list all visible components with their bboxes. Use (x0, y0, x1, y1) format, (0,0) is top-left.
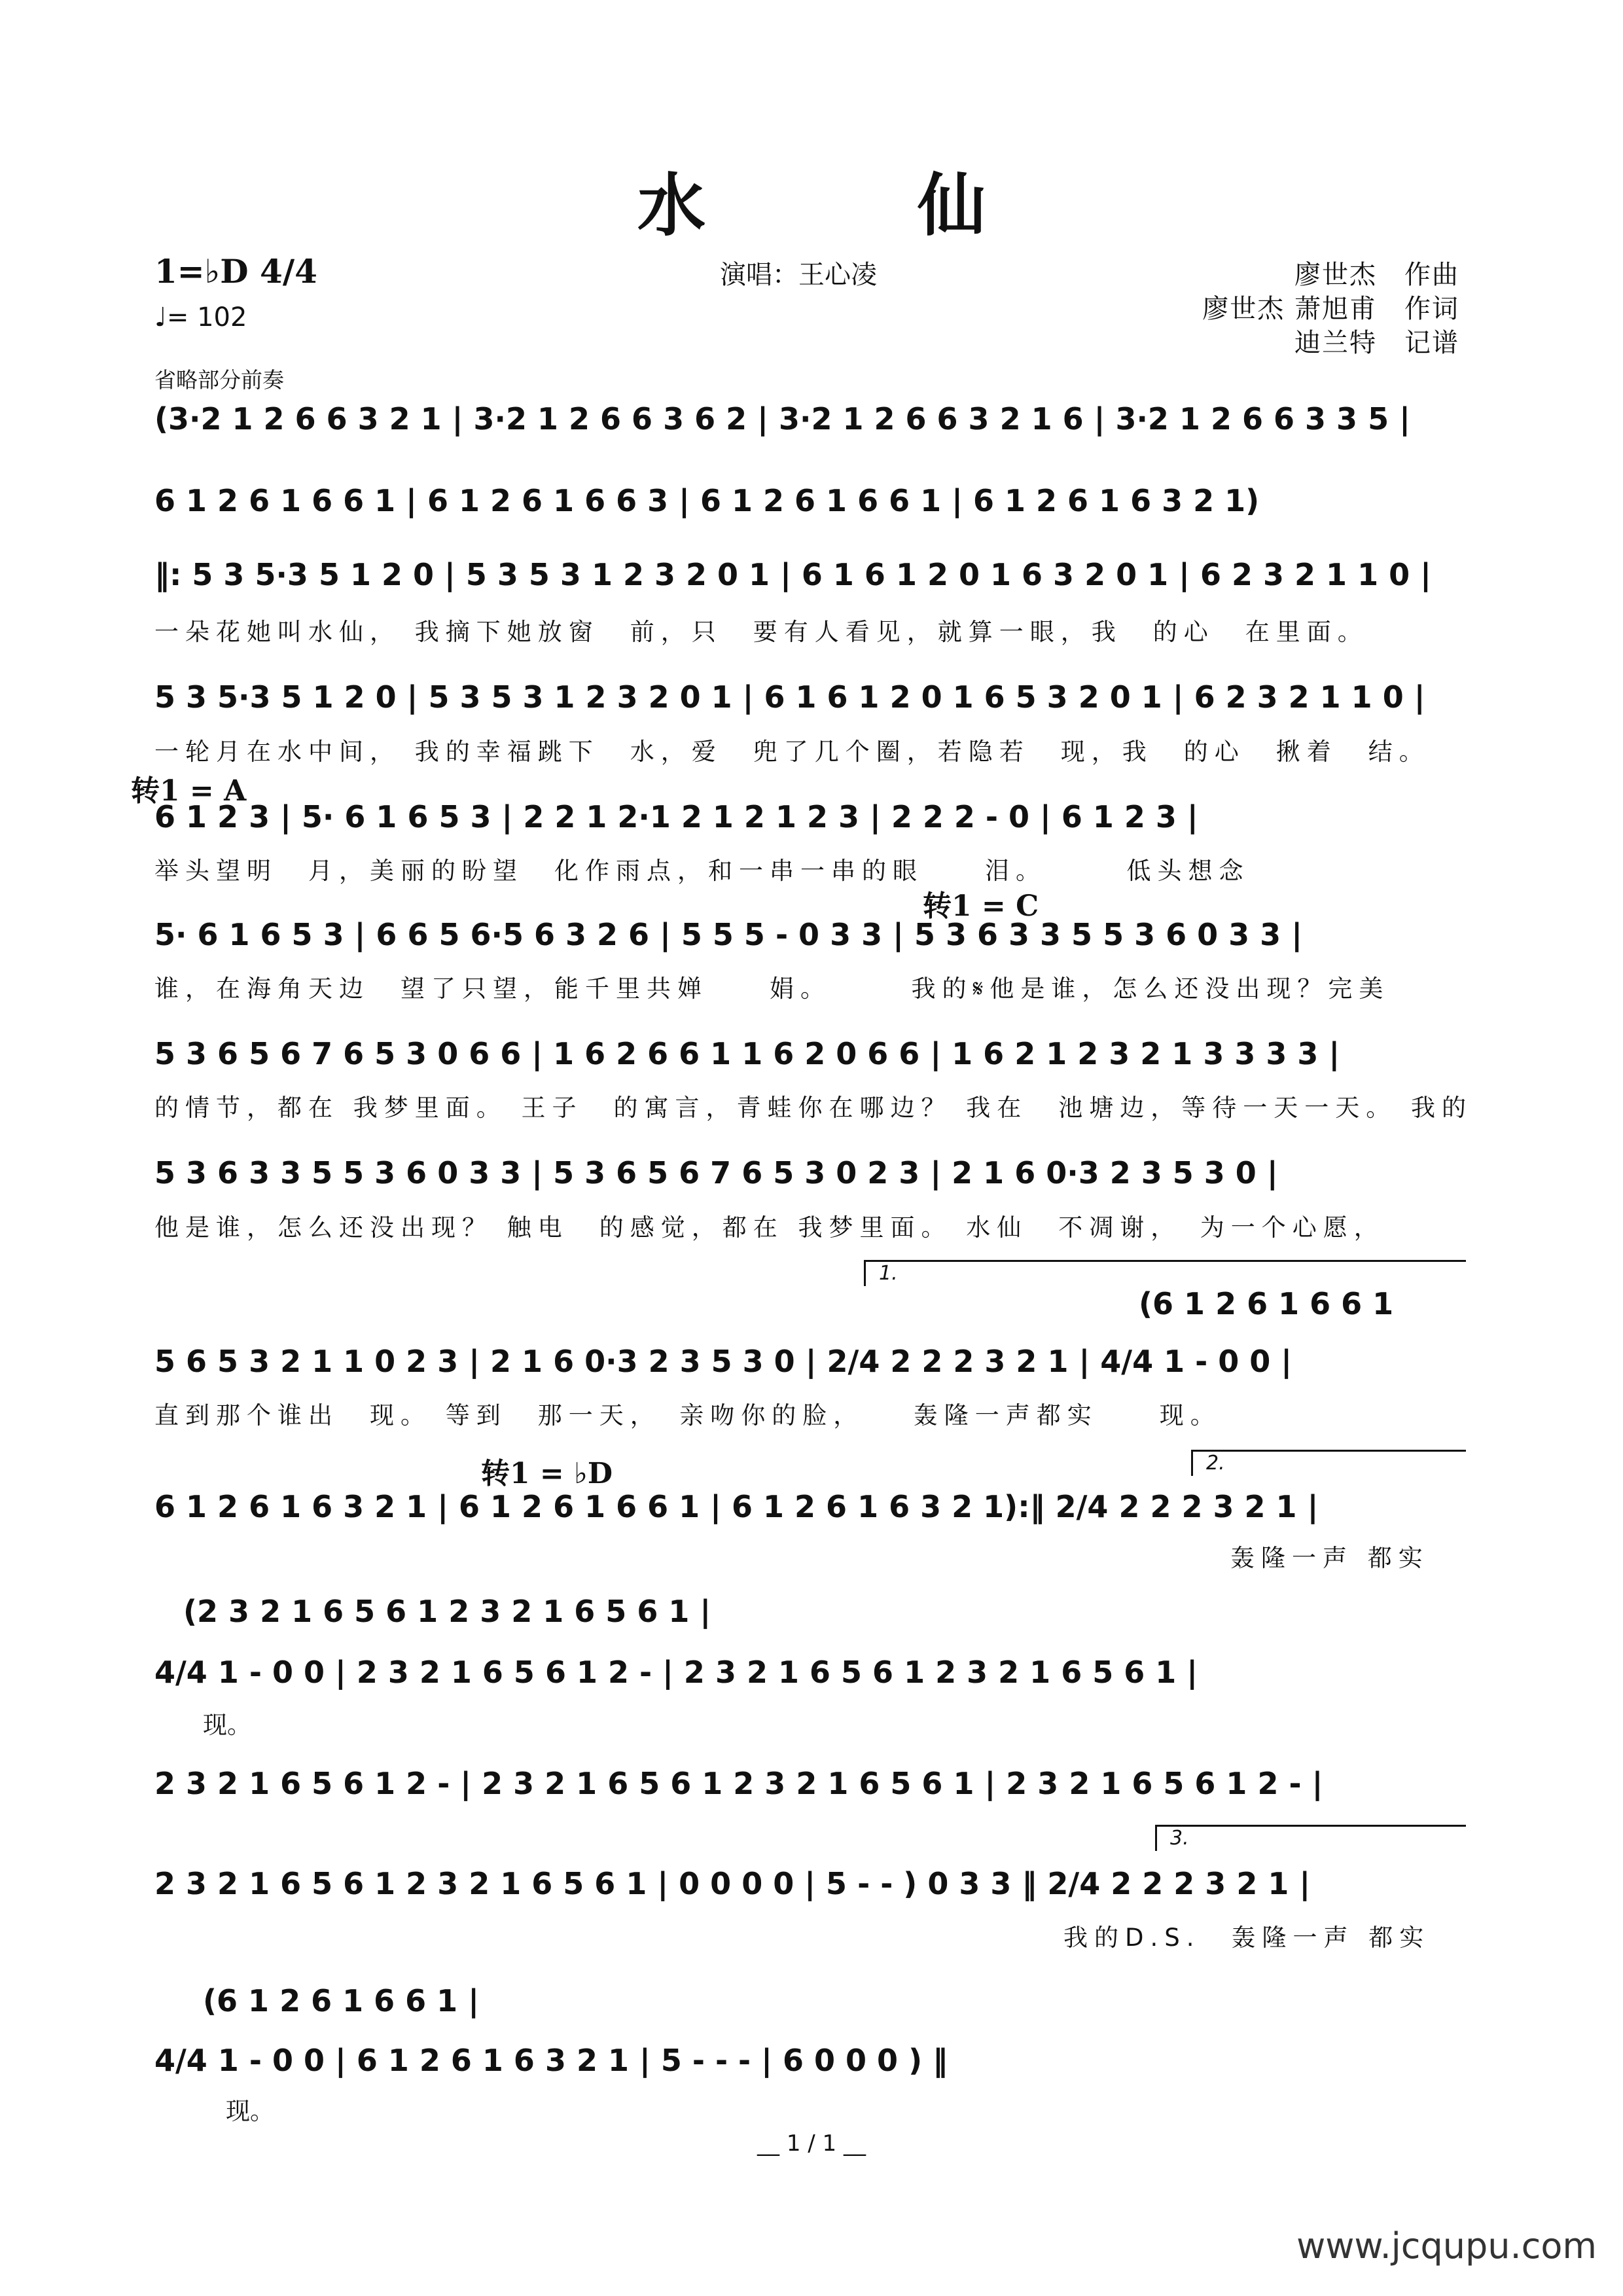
score-system-8 (154, 1153, 1470, 1193)
composer-credit: 廖世杰 作曲 (1294, 260, 1459, 290)
notation-line: 4/4 1 - 0 0 | 6 1 2 6 1 6 3 2 1 | 5 - - - | 6 0 0 0 ) ‖ (154, 2043, 948, 2078)
song-title: 水 仙 (637, 165, 1058, 245)
notation-line: 5 3 6 5 6 7 6 5 3 0 6 6 | 1 6 2 6 6 1 1 6 2 0 6 6 | 1 6 2 1 2 3 2 1 3 3 3 3 | (154, 1036, 1340, 1071)
notation-line: (3·2 1 2 6 6 3 2 1 | 3·2 1 2 6 6 3 6 2 | 3·2 1 2 6 6 3 2 1 6 | 3·2 1 2 6 6 3 3 5 | (154, 401, 1410, 437)
modulation-mark: 转1 = ♭D (481, 1457, 613, 1490)
upper-notation: (6 1 2 6 1 6 6 1 | (203, 1983, 479, 2018)
lyrics-line: 现。 (226, 2097, 274, 2125)
notation-line: 2 3 2 1 6 5 6 1 2 - | 2 3 2 1 6 5 6 1 2 3 2 1 6 5 6 1 | 2 3 2 1 6 5 6 1 2 - | (154, 1766, 1323, 1801)
score-system-2 (154, 481, 1470, 520)
notation-line: 6 1 2 6 1 6 6 1 | 6 1 2 6 1 6 6 3 | 6 1 2 6 1 6 6 1 | 6 1 2 6 1 6 3 2 1) (154, 483, 1260, 518)
score-system-10 (154, 1487, 1470, 1526)
score-system-14 (154, 2041, 1470, 2080)
lyrics-line: 直到那个谁出 现。 等到 那一天， 亲吻你的脸， 轰隆一声都实 现。 (154, 1401, 1221, 1429)
watermark: www.jcqupu.com (1296, 2225, 1597, 2267)
notation-line: 4/4 1 - 0 0 | 2 3 2 1 6 5 6 1 2 - | 2 3 2 1 6 5 6 1 2 3 2 1 6 5 6 1 | (154, 1655, 1198, 1690)
volta-bracket-2: 2. (1191, 1450, 1466, 1476)
score-system-6 (154, 915, 1470, 954)
notation-line: 5 3 6 3 3 5 5 3 6 0 3 3 | 5 3 6 5 6 7 6 5 3 0 2 3 | 2 1 6 0·3 2 3 5 3 0 | (154, 1155, 1278, 1191)
lyrics-line: 一朵花她叫水仙， 我摘下她放窗 前，只 要有人看见，就算一眼，我 的心 在里面。 (154, 618, 1368, 646)
score-system-7 (154, 1034, 1470, 1073)
page-number: __ 1 / 1 __ (757, 2130, 866, 2157)
lyrics-line: 的情节，都在 我梦里面。 王子 的寓言，青蛙你在哪边？ 我在 池塘边，等待一天一天。 我的 (154, 1094, 1473, 1122)
notation-line: 5· 6 1 6 5 3 | 6 6 5 6·5 6 3 2 6 | 5 5 5 - 0 3 3 | 5 3 6 3 3 5 5 3 6 0 3 3 | (154, 917, 1302, 952)
volta-bracket-1: 1. (864, 1260, 1466, 1286)
score-system-11 (154, 1653, 1470, 1692)
modulation-mark: 转1 = A (131, 774, 247, 808)
score-system-12 (154, 1764, 1470, 1803)
notation-line: 6 1 2 6 1 6 3 2 1 | 6 1 2 6 1 6 6 1 | 6 1 2 6 1 6 3 2 1):‖ 2/4 2 2 2 3 2 1 | (154, 1489, 1319, 1524)
score-system-1 (154, 399, 1470, 439)
notation-line: 5 6 5 3 2 1 1 0 2 3 | 2 1 6 0·3 2 3 5 3 0 | 2/4 2 2 2 3 2 1 | 4/4 1 - 0 0 | (154, 1344, 1293, 1379)
tempo-marking: ♩= 102 (154, 302, 247, 332)
score-system-4 (154, 677, 1470, 717)
upper-notation: (2 3 2 1 6 5 6 1 2 3 2 1 6 5 6 1 | (183, 1594, 711, 1629)
notation-line: 6 1 2 3 | 5· 6 1 6 5 3 | 2 2 1 2·1 2 1 2 1 2 3 | 2 2 2 - 0 | 6 1 2 3 | (154, 799, 1198, 834)
lyrics-line: 举头望明 月，美丽的盼望 化作雨点，和一串一串的眼 泪。 低头想念 (154, 857, 1250, 885)
score-system-13 (154, 1864, 1470, 1903)
lyrics-line: 他是谁，怎么还没出现？ 触电 的感觉，都在 我梦里面。 水仙 不凋谢， 为一个心愿， (154, 1213, 1385, 1242)
lyrics-line: 现。 (203, 1711, 251, 1739)
lyrics-line: 一轮月在水中间， 我的幸福跳下 水，爱 兜了几个圈，若隐若 现，我 的心 揪着 结。 (154, 738, 1430, 766)
key-signature: 1=♭D 4/4 (154, 252, 317, 291)
intro-note: 省略部分前奏 (154, 367, 284, 393)
notation-line: 2 3 2 1 6 5 6 1 2 3 2 1 6 5 6 1 | 0 0 0 0 | 5 - - ) 0 3 3 ‖ 2/4 2 2 2 3 2 1 | (154, 1866, 1311, 1901)
notation-line: 5 3 5·3 5 1 2 0 | 5 3 5 3 1 2 3 2 0 1 | 6 1 6 1 2 0 1 6 5 3 2 0 1 | 6 2 3 2 1 1 0 | (154, 679, 1425, 715)
score-system-9 (154, 1342, 1470, 1381)
notation-line: ‖: 5 3 5·3 5 1 2 0 | 5 3 5 3 1 2 3 2 0 1 | 6 1 6 1 2 0 1 6 3 2 0 1 | 6 2 3 2 1 1 0 | (154, 557, 1431, 592)
lyrics-line: 谁，在海角天边 望了只望，能千里共婵 娟。 我的𝄋他是谁，怎么还没出现？完美 (154, 975, 1390, 1003)
transcriber-credit: 迪兰特 记谱 (1294, 328, 1459, 358)
singer-credit: 演唱：王心凌 (720, 260, 877, 290)
lyrics-line: 我的D.S. 轰隆一声 都实 (1063, 1924, 1431, 1952)
lyrics-line: 轰隆一声 都实 (1230, 1544, 1429, 1572)
score-system-3 (154, 555, 1470, 594)
modulation-mark: 转1 = C (923, 889, 1039, 923)
upper-notation: (6 1 2 6 1 6 6 1 (1139, 1286, 1394, 1321)
volta-bracket-3: 3. (1155, 1825, 1466, 1851)
lyricist-credit: 廖世杰 萧旭甫 作词 (1202, 294, 1459, 324)
score-system-5 (154, 797, 1470, 836)
